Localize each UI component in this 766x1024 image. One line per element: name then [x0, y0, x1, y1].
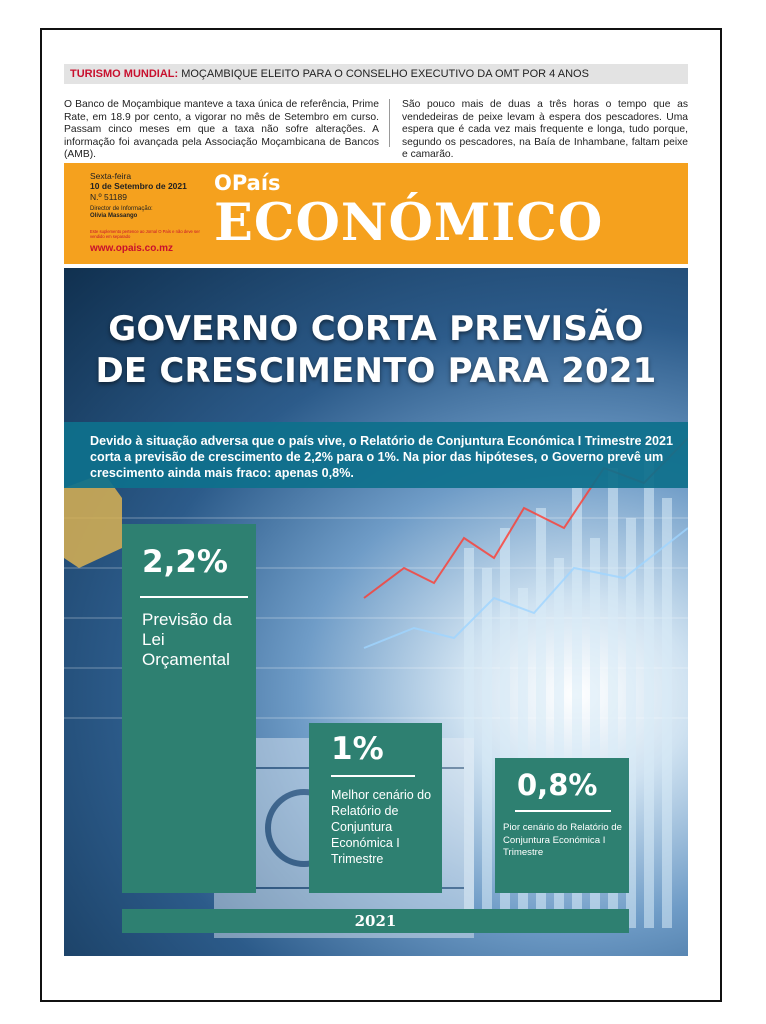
bar-category-label: Previsão da Lei Orçamental	[142, 610, 232, 669]
masthead	[64, 163, 688, 264]
bar-rule	[140, 596, 248, 598]
page-title	[64, 308, 688, 392]
bar-value-label: 0,8%	[517, 768, 598, 802]
bar-melhor-cenario	[309, 723, 442, 893]
bar-rule	[331, 775, 415, 777]
headline-line-1: GOVERNO CORTA PREVISÃO	[108, 309, 644, 349]
bar-pior-cenario	[495, 758, 629, 893]
bar-category-label: Pior cenário do Relatório de Conjuntura Económica I Trimestre	[503, 822, 622, 858]
standfirst: Devido à situação adversa que o país vive, o Relatório de Conjuntura Económica I Trimestre 2021 corta a previsão de crescimento de 2,2% para o 1%. Na pior das hipóteses, o Governo prevê um crescimento ainda mais fraco: apenas 0,8%.	[64, 422, 688, 488]
ticker-text: MOÇAMBIQUE ELEITO PARA O CONSELHO EXECUTIVO DA OMT POR 4 ANOS	[178, 68, 589, 80]
masthead-website-link[interactable]: www.opais.co.mz	[90, 243, 173, 254]
news-ticker[interactable]	[64, 64, 688, 84]
bar-value-label: 2,2%	[142, 544, 228, 580]
masthead-director: Olívia Massango	[90, 213, 138, 219]
masthead-brand-economico: ECONÓMICO	[214, 193, 604, 253]
bar-rule	[515, 810, 611, 812]
headline-line-2: DE CRESCIMENTO PARA 2021	[95, 351, 657, 391]
brief-prime-rate[interactable]: O Banco de Moçambique manteve a taxa única de referência, Prime Rate, em 18.9 por cento, a vigorar no mês de Setembro em curso. Passam cinco meses em que a taxa não sofre alterações. A informação foi avançada pela Associação Moçambicana de Bancos (AMB).	[64, 99, 379, 161]
masthead-day: Sexta-feira	[90, 171, 132, 181]
masthead-brand-opais: OPaís	[214, 171, 281, 195]
masthead-date: 10 de Setembro de 2021	[90, 181, 187, 191]
brief-divider	[389, 99, 390, 147]
masthead-note: Este suplemento pertence ao Jornal O País e não deve ser vendido em separado	[90, 229, 200, 239]
bar-category-label: Melhor cenário do Relatório de Conjuntura Económica I Trimestre	[331, 788, 432, 866]
brief-fish-sellers[interactable]: São pouco mais de duas a três horas o tempo que as vendedeiras de peixe levam à espera dos pescadores. Uma espera que é cada vez mais frequente e longa, tudo porque, segundo os pescadores, na Baía de Inhambane, faltam peixe e camarão.	[402, 99, 688, 161]
chart-year-axis: 2021	[122, 909, 629, 933]
bar-value-label: 1%	[331, 731, 384, 767]
masthead-director-label: Director de Informação:	[90, 206, 153, 212]
masthead-issue: N.º 51189	[90, 192, 127, 202]
ticker-label: TURISMO MUNDIAL:	[70, 68, 179, 80]
hero-infographic	[64, 268, 688, 956]
bar-lei-orcamental	[122, 524, 256, 893]
